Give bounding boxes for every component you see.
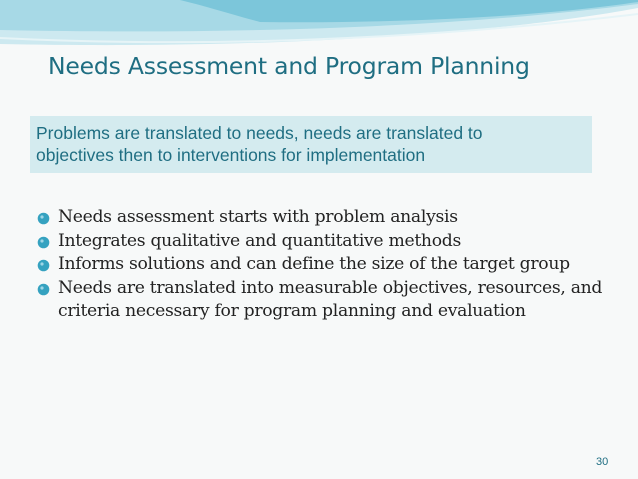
bullet-item: [36, 230, 616, 254]
bullet-circle-icon: [37, 212, 50, 225]
bullet-text: Integrates qualitative and quantitative methods: [58, 230, 461, 251]
bullet-circle-icon: [37, 236, 50, 249]
bullet-item: [36, 253, 616, 277]
bullet-text: Informs solutions and can define the size of the target group: [58, 254, 570, 275]
callout-line-2: objectives then to interventions for implementation: [36, 145, 426, 165]
bullet-circle-icon: [37, 283, 50, 296]
bullet-item: [36, 206, 616, 230]
bullet-text: Needs assessment starts with problem analysis: [58, 207, 458, 227]
page-number: 30: [596, 456, 609, 468]
slide-title: Needs Assessment and Program Planning: [48, 52, 530, 80]
callout-line-1: Problems are translated to needs, needs are translated to: [36, 123, 483, 143]
bullet-list: [36, 206, 616, 324]
callout-box: [30, 116, 592, 173]
bullet-item: [36, 277, 616, 324]
bullet-circle-icon: [37, 259, 50, 272]
header-swoosh-decoration: [0, 0, 638, 60]
bullet-text: Needs are translated into measurable objectives, resources, and criteria necessary for program planning and evaluation: [58, 277, 603, 322]
